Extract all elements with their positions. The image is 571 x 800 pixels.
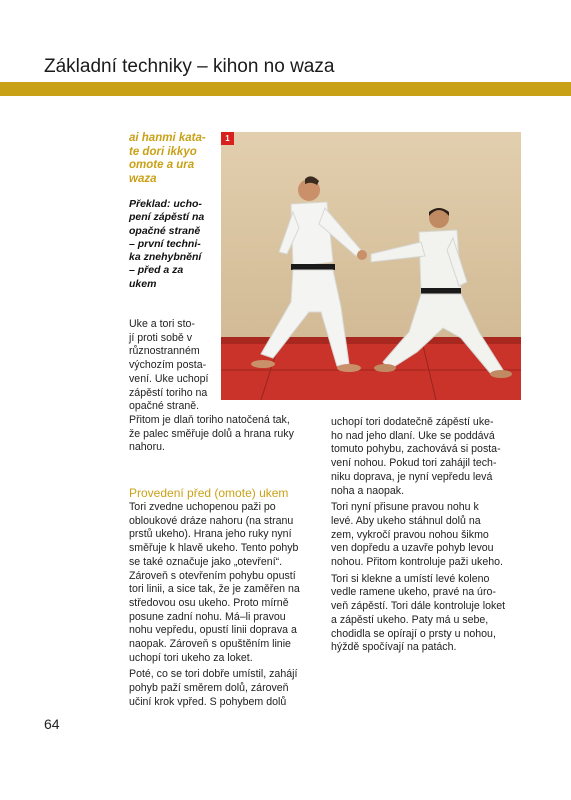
header-bar [0,82,571,96]
translation-line: – první techni- [129,237,201,250]
translation-line: Překlad: ucho- [129,198,202,210]
technique-title-line: te dori ikkyo [129,145,197,158]
translation-line: – před a za [129,264,184,277]
text-line: různostranném [129,345,200,358]
text-line: Uke a tori sto- [129,318,195,330]
text-line: že palec směřuje dolů a hrana ruky [129,427,294,440]
text-line: uchopí tori ukeho za loket. [129,651,253,664]
text-line: ho nad jeho dlaní. Uke se poddává [331,429,495,442]
text-line: pohyb paží směrem dolů, zároveň [129,682,289,695]
text-line: veň zápěstí. Tori dále kontroluje loket [331,600,506,613]
text-line: nahoru. [129,441,165,454]
text-line: noha a naopak. [331,484,405,497]
right-column [331,416,524,655]
technique-title-line: waza [129,172,157,185]
paragraph [331,416,524,498]
text-line: se také označuje jako „otevření“. [129,555,283,568]
paragraph [129,668,319,709]
text-line: Tori zvedne uchopenou paži po [129,501,276,513]
translation-line: opačné straně [129,224,201,237]
text-line: výchozím posta- [129,359,207,372]
text-line: niku doprava, je nyní vepředu levá [331,470,493,483]
text-line: Tori si klekne a umístí levé koleno [331,572,490,585]
technique-title [129,132,221,186]
technique-title-line: ai hanmi kata- [129,132,206,144]
text-line: tori linii, a sice tak, že je zaměřen na [129,583,300,596]
paragraph [129,501,319,665]
text-line: posune zadní nohu. Má–li pravou [129,610,286,623]
translation-line: pení zápěstí na [129,211,205,224]
text-line: vení nohou. Pokud tori zahájil tech- [331,457,497,470]
text-line: zápěstí toriho na [129,386,208,399]
text-line: vedle ramene ukeho, pravé na úro- [331,586,496,599]
intro-paragraph [129,318,319,455]
text-line: středovou osu ukeho. Proto mírně [129,596,289,609]
text-line: levé. Aby ukeho stáhnul dolů na [331,514,481,527]
text-line: prstů ukeho). Hrana jeho ruky nyní [129,528,292,541]
paragraph [331,501,524,570]
technique-title-line: omote a ura [129,159,195,171]
text-line: nohu vepředu, opustí linii doprava a [129,624,297,637]
left-column [129,501,319,710]
text-line: vení. Uke uchopí [129,372,209,385]
text-line: uchopí tori dodatečně zápěstí uke- [331,416,494,428]
translation-line: ka znehybnění [129,251,202,264]
text-line: chodidla se opírají o prsty u nohou, [331,627,496,640]
text-line: Poté, co se tori dobře umístil, zahájí [129,668,298,681]
text-line: zem, vykročí pravou nohou šikmo [331,528,489,541]
section-heading: Provedení před (omote) ukem [129,486,289,500]
text-line: a zápěstí ukeho. Paty má u sebe, [331,613,489,626]
chapter-title: Základní techniky – kihon no waza [44,56,335,77]
text-line: tomuto pohybu, zachovává si posta- [331,443,501,456]
text-line: jí proti sobě v [129,331,193,344]
translation-line: ukem [129,277,157,290]
paragraph [331,573,524,655]
text-line: Zároveň s otevřením pohybu opustí [129,569,296,582]
text-line: naopak. Zároveň s opuštěním linie [129,638,291,651]
text-line: směřuje k hlavě ukeho. Tento pohyb [129,542,299,555]
text-line: nohou. Přitom kontroluje paži ukeho. [331,556,503,569]
text-line: opačné straně. [129,400,200,413]
text-line: Tori nyní přisune pravou nohu k [331,501,479,514]
page-number: 64 [44,716,60,732]
text-line: ven dopředu a uzavře pohyb levou [331,542,494,555]
text-line: hýždě spočívají na patách. [331,641,457,654]
technique-translation [129,198,221,291]
photo-number-badge: 1 [221,132,234,145]
text-line: učiní krok vpřed. S pohybem dolů [129,695,287,708]
text-line: Přitom je dlaň toriho natočená tak, [129,413,290,426]
text-line: obloukové dráze nahoru (na stranu [129,514,294,527]
